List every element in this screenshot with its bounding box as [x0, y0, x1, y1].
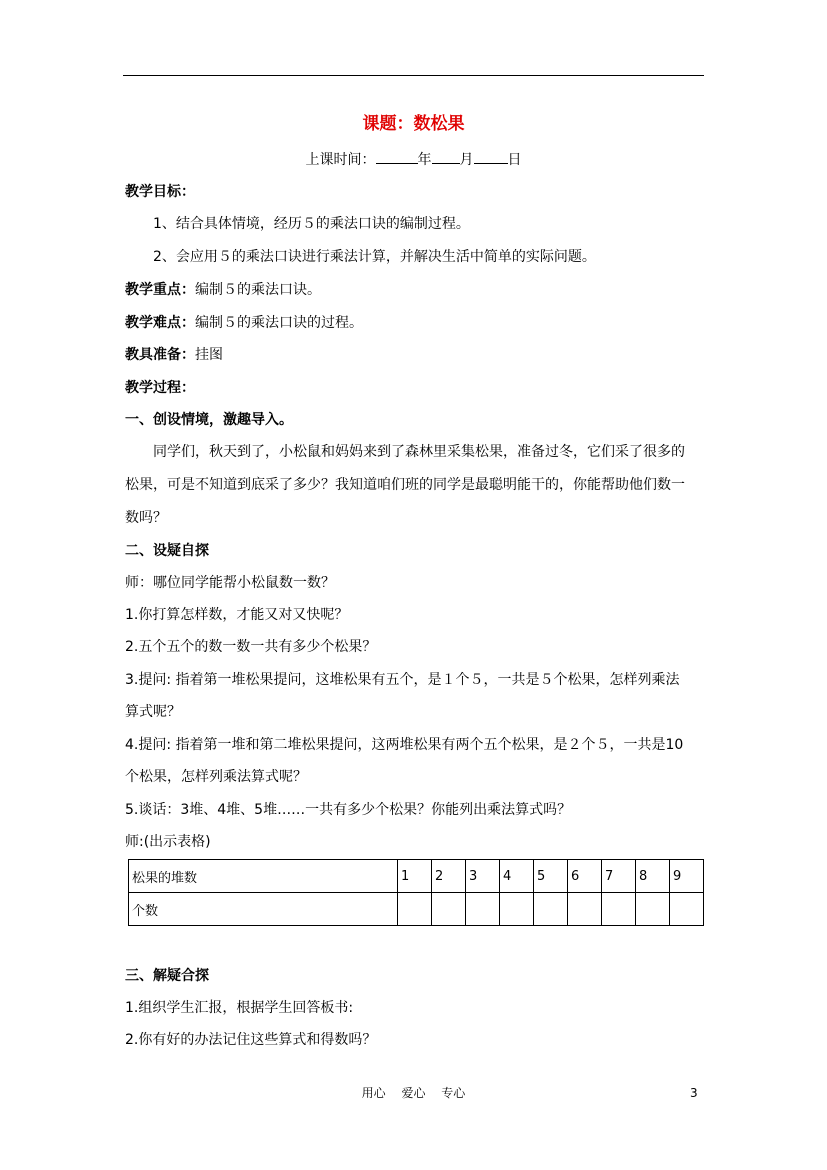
- section2-line: 师:(出示表格): [125, 834, 211, 850]
- day-blank: [474, 149, 508, 164]
- materials-text: 挂图: [195, 347, 223, 363]
- year-blank: [376, 149, 418, 164]
- day-label: 日: [507, 152, 522, 168]
- table-row-label: 个数: [129, 893, 398, 926]
- objectives-heading: 教学目标：: [125, 184, 195, 200]
- table-cell: 5: [534, 860, 568, 893]
- month-blank: [432, 149, 460, 164]
- month-label: 月: [459, 152, 474, 168]
- table-cell: 9: [670, 860, 704, 893]
- difficulty-label: 教学难点：: [125, 315, 195, 331]
- objective-item: 2、会应用５的乘法口诀进行乘法计算，并解决生活中简单的实际问题。: [153, 249, 596, 265]
- section2-line: 5.谈话：3堆、4堆、5堆……一共有多少个松果？你能列出乘法算式吗？: [125, 802, 572, 818]
- year-label: 年: [417, 152, 432, 168]
- section3-heading: 三、解疑合探: [125, 968, 209, 984]
- table-cell: [432, 893, 466, 926]
- table-cell: [466, 893, 500, 926]
- section2-heading: 二、设疑自探: [125, 543, 209, 559]
- section2-line: 师：哪位同学能帮小松鼠数一数？: [125, 575, 335, 591]
- table-row: [129, 893, 704, 926]
- footer-motto: 用心 爱心 专心: [361, 1086, 466, 1100]
- key-point-text: 编制５的乘法口诀。: [195, 282, 321, 298]
- process-heading: 教学过程：: [125, 380, 195, 396]
- section3-line: 1.组织学生汇报，根据学生回答板书:: [125, 1000, 354, 1016]
- table-cell: [670, 893, 704, 926]
- class-time-label: 上课时间：: [305, 152, 376, 168]
- table-cell: [602, 893, 636, 926]
- difficulty-line: [125, 313, 705, 333]
- table-row-label: 松果的堆数: [129, 860, 398, 893]
- table-cell: 1: [398, 860, 432, 893]
- table-cell: [636, 893, 670, 926]
- table-cell: [398, 893, 432, 926]
- section2-line: 3.提问: 指着第一堆松果提问，这堆松果有五个，是１个５，一共是５个松果，怎样列乘法: [125, 672, 680, 688]
- table-cell: 7: [602, 860, 636, 893]
- section1-heading: 一、创设情境，激趣导入。: [125, 412, 293, 428]
- section2-line: 2.五个五个的数一数一共有多少个松果？: [125, 639, 377, 655]
- page-number: 3: [690, 1086, 698, 1100]
- section2-line: 个松果，怎样列乘法算式呢？: [125, 769, 307, 785]
- section1-paragraph-line: 松果，可是不知道到底采了多少？我知道咱们班的同学是最聪明能干的，你能帮助他们数一: [125, 477, 685, 493]
- key-point-label: 教学重点：: [125, 282, 195, 298]
- table-cell: [500, 893, 534, 926]
- section2-line: 4.提问: 指着第一堆和第二堆松果提问，这两堆松果有两个五个松果，是２个５，一共是10: [125, 737, 684, 753]
- table-cell: [534, 893, 568, 926]
- page-title: 课题：数松果: [362, 114, 465, 134]
- table-cell: 8: [636, 860, 670, 893]
- objective-item: 1、结合具体情境，经历５的乘法口诀的编制过程。: [153, 216, 470, 232]
- section2-line: 算式呢？: [125, 704, 181, 720]
- class-time-line: [0, 149, 827, 170]
- table-cell: [568, 893, 602, 926]
- materials-line: [125, 345, 705, 365]
- key-point-line: [125, 280, 705, 300]
- section2-line: 1.你打算怎样数，才能又对又快呢？: [125, 607, 349, 623]
- difficulty-text: 编制５的乘法口诀的过程。: [195, 315, 363, 331]
- table-cell: 2: [432, 860, 466, 893]
- table-cell: 6: [568, 860, 602, 893]
- section3-line: 2.你有好的办法记住这些算式和得数吗？: [125, 1032, 377, 1048]
- materials-label: 教具准备：: [125, 347, 195, 363]
- section1-paragraph-line: 同学们，秋天到了，小松鼠和妈妈来到了森林里采集松果，准备过冬，它们采了很多的: [153, 444, 685, 460]
- pine-cone-table: [128, 859, 704, 926]
- table-row: [129, 860, 704, 893]
- table-cell: 3: [466, 860, 500, 893]
- header-rule: [123, 75, 704, 76]
- section1-paragraph-line: 数吗？: [125, 510, 167, 526]
- table-cell: 4: [500, 860, 534, 893]
